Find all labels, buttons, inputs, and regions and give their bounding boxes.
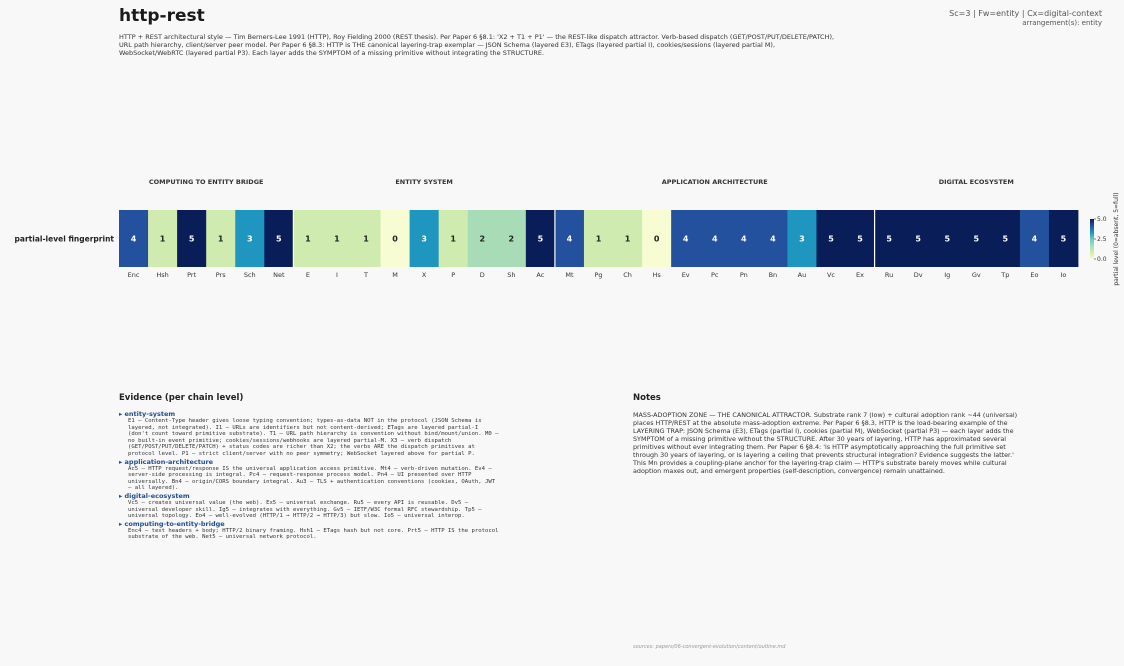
- colorbar: [1090, 219, 1094, 259]
- meta-arrangement: arrangement(s): entity: [1022, 19, 1102, 27]
- x-tick-label: Ru: [884, 271, 894, 279]
- x-tick-label: Sch: [243, 271, 256, 279]
- evidence-group-name[interactable]: ▸ application-architecture: [119, 457, 214, 466]
- heatmap-cell-value: 0: [392, 234, 398, 244]
- x-tick-label: Eo: [1030, 271, 1039, 279]
- heatmap-cell-value: 3: [799, 234, 805, 244]
- x-tick-label: Bn: [768, 271, 778, 279]
- heatmap-cell-value: 4: [741, 234, 747, 244]
- x-tick-label: P: [451, 271, 456, 279]
- heatmap-cell-value: 1: [334, 234, 340, 244]
- x-tick-label: E: [305, 271, 310, 279]
- x-tick-label: Ch: [623, 271, 632, 279]
- x-tick-label: Hsh: [156, 271, 169, 279]
- x-tick-label: X: [421, 271, 427, 279]
- x-tick-label: Ev: [681, 271, 690, 279]
- heatmap-cell-value: 3: [421, 234, 427, 244]
- heatmap-cell-value: 4: [566, 234, 573, 244]
- x-tick-label: Pg: [594, 271, 603, 279]
- meta-scores: Sc=3 | Fw=entity | Cx=digital-context: [949, 9, 1102, 18]
- heatmap-cell-value: 4: [1031, 234, 1038, 244]
- evidence-group-name[interactable]: ▸ entity-system: [119, 410, 176, 418]
- heatmap-cell-value: 4: [682, 234, 689, 244]
- heatmap-cell-value: 5: [886, 234, 892, 244]
- heatmap-cell-value: 5: [276, 234, 282, 244]
- sources-footer: sources: papers/06-convergent-evolution/content/outline.md: [633, 644, 786, 650]
- evidence-group-name[interactable]: ▸ computing-to-entity-bridge: [119, 519, 225, 528]
- x-tick-label: Ac: [536, 271, 545, 279]
- x-tick-label: Vc: [826, 271, 836, 279]
- x-tick-label: Hs: [652, 271, 661, 279]
- x-tick-label: T: [364, 271, 369, 279]
- heatmap-cell-value: 5: [1002, 234, 1009, 244]
- evidence-heading: Evidence (per chain level): [119, 393, 244, 403]
- heatmap-cell-value: 1: [159, 234, 166, 244]
- x-tick-label: Sh: [507, 271, 516, 279]
- heatmap-cell-value: 4: [711, 234, 718, 244]
- colorbar-label: partial level (0=absent, 5=full): [1113, 192, 1120, 286]
- evidence-group: [119, 411, 539, 458]
- heatmap-cell-value: 5: [1060, 234, 1067, 244]
- evidence-section: [119, 393, 539, 542]
- evidence-group: [119, 521, 539, 541]
- evidence-group: [119, 459, 539, 492]
- heatmap-cell-value: 2: [508, 234, 515, 244]
- fingerprint-heatmap: [0, 0, 1124, 300]
- heatmap-cell-value: 1: [305, 234, 311, 244]
- x-tick-label: Pn: [739, 271, 748, 279]
- heatmap-cell-value: 1: [217, 234, 224, 244]
- heatmap-cell-value: 1: [595, 234, 602, 244]
- x-tick-label: D: [479, 271, 485, 279]
- evidence-group-text: Vc5 — creates universal value (the web). Ex5 — universal exchange. Ru5 — every API is reusable. Dv5 — universal developer skill. Ig5 — integrates with everything. Gv5 — IETF/W3C formal RFC stewardship. Tp5 — universal topology. Eo4 — well-evolved (HTTP/1 → HTTP/2 → HTTP/3) but slow. Io5 — universal interop.: [128, 499, 482, 520]
- heatmap-cell-value: 2: [479, 234, 486, 244]
- heatmap-cell-value: 3: [246, 234, 253, 244]
- evidence-group-name[interactable]: ▸ digital-ecosystem: [119, 491, 190, 500]
- evidence-group-text: E1 — Content-Type header gives loose typing convention; types-as-data NOT in the protocol (JSON Schema is layered, not integrated). I1 — URLs are identifiers but not content-derived; ETags are layered partial-I (don't count toward primitive substrate). T1 — URL path hierarchy is convention without bind/mount/union. M0 — no built-in event primitive; cookies/sessions/webhooks are layered partial-M. X3 — verb dispatch (GET/POST/PUT/DELETE/PATCH) + status codes are richer than X2; the verbs ARE the dispatch primitives at protocol level. P1 — strict client/server with no peer symmetry; WebSocket layered above for partial P.: [128, 418, 499, 457]
- x-tick-label: I: [335, 271, 338, 279]
- x-tick-label: Mt: [565, 271, 574, 279]
- heatmap-cell-value: 0: [653, 234, 660, 244]
- notes-text: MASS-ADOPTION ZONE — THE CANONICAL ATTRACTOR. Substrate rank 7 (low) + cultural adoption rank ~44 (universal) places HTTP/REST at the absolute mass-adoption extreme. Per Paper 6 §8.3, HTTP is the load-bearing example of the LAYERING TRAP: JSON Schema (E3), ETags (partial I), cookies (partial M), WebSocket (partial P3) — each layer adds the SYMPTOM of a missing primitive without the STRUCTURE. After 30 years of layering, HTTP has approximated several primitives without ever integrating them. Per Paper 6 §8.4: 'is HTTP asymptotically approaching the full primitive set through 30 years of layering, or is layering a ceiling that prevents structural integration? Evidence suggests the latter.' This Mn provides a coupling-plane anchor for the layering-trap claim — HTTP's substrate barely moves while cultural adoption maxes out, and emergent properties (self-description, convergence) remain unattained.: [633, 411, 1018, 475]
- colorbar-tick-label: 2.5: [1097, 236, 1107, 243]
- heatmap-cell-value: 4: [130, 234, 137, 244]
- heatmap-cell-value: 5: [188, 234, 195, 244]
- x-tick-label: Tp: [1001, 271, 1010, 279]
- x-tick-label: M: [392, 271, 398, 279]
- notes-section: [633, 393, 1018, 475]
- heatmap-cell-value: 5: [915, 234, 921, 244]
- x-tick-label: Ig: [944, 271, 951, 279]
- evidence-group-text: Ac5 — HTTP request/response IS the universal application access primitive. Mt4 — verb-driven mutation. Ev4 — server-side processing is integral. Pc4 — request-response process model. Pn4 — UI presented over HTTP universally. Bn4 — origin/CORS boundary integral. Au3 — TLS + authentication conventions (cookies, OAuth, JWT — all layered).: [128, 465, 496, 492]
- x-tick-label: Net: [273, 271, 285, 279]
- heatmap-cell-value: 5: [973, 234, 980, 244]
- heatmap-cell-value: 1: [363, 234, 369, 244]
- x-tick-label: Io: [1060, 271, 1067, 279]
- colorbar-tick-label: 0.0: [1097, 256, 1107, 263]
- group-label: APPLICATION ARCHITECTURE: [661, 178, 768, 186]
- evidence-group-text: Enc4 — text headers + body; HTTP/2 binary framing. Hsh1 — ETags hash but not core. Prt5 — HTTP IS the protocol substrate of the web. Net5 — universal network protocol.: [128, 527, 499, 541]
- heatmap-cell-value: 5: [537, 234, 544, 244]
- heatmap-cell-value: 5: [828, 234, 834, 244]
- heatmap-cell-value: 5: [857, 234, 863, 244]
- page-subtitle: HTTP + REST architectural style — Tim Berners-Lee 1991 (HTTP), Roy Fielding 2000 (REST thesis). Per Paper 6 §8.1: 'X2 + T1 + P1' — the REST-like dispatch attractor. Verb-based dispatch (GET/POST/PUT/DELETE/PATCH), URL path hierarchy, client/server peer model. Per Paper 6 §8.3: HTTP is THE canonical layering-trap exemplar — JSON Schema (layered E3), ETags (layered partial I), cookies/sessions (layered partial M), WebSocket/WebRTC (layered partial P3). Each layer adds the SYMPTOM of a missing primitive without integrating the STRUCTURE.: [119, 33, 835, 57]
- heatmap-cell-value: 1: [624, 234, 631, 244]
- x-tick-label: Prs: [215, 271, 226, 279]
- x-tick-label: Prt: [187, 271, 197, 279]
- heatmap-cell-value: 1: [450, 234, 456, 244]
- x-tick-label: Au: [797, 271, 807, 279]
- page-title: http-rest: [119, 6, 205, 26]
- x-tick-label: Ex: [856, 271, 865, 279]
- colorbar-tick-label: 5.0: [1097, 216, 1107, 223]
- notes-heading: Notes: [633, 393, 661, 403]
- row-label: partial-level fingerprint: [14, 234, 114, 244]
- heatmap-cell-value: 5: [944, 234, 951, 244]
- heatmap-cell-value: 4: [770, 234, 776, 244]
- evidence-group: [119, 493, 539, 520]
- x-tick-label: Gv: [971, 271, 981, 279]
- group-label: DIGITAL ECOSYSTEM: [938, 178, 1014, 186]
- x-tick-label: Enc: [127, 271, 140, 279]
- x-tick-label: Dv: [913, 271, 923, 279]
- x-tick-label: Pc: [710, 271, 719, 279]
- group-label: ENTITY SYSTEM: [395, 178, 453, 186]
- group-label: COMPUTING TO ENTITY BRIDGE: [148, 178, 264, 186]
